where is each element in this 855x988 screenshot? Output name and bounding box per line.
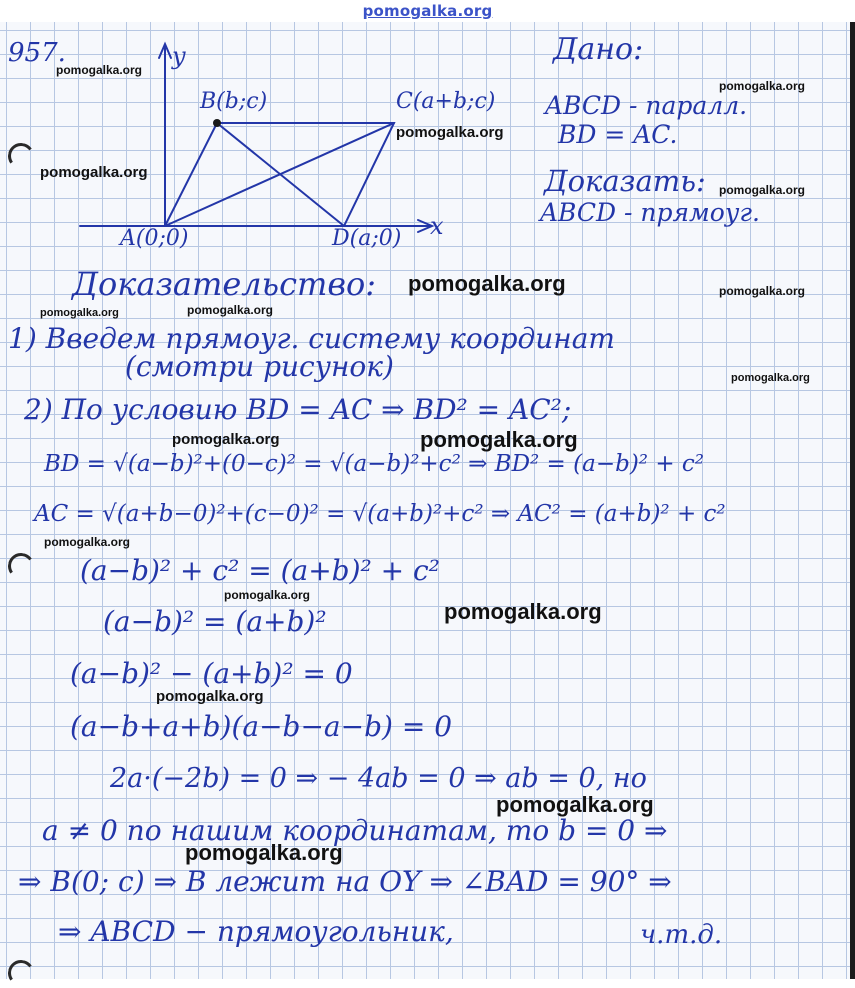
prove-line-1: ABCD - прямоуг. xyxy=(540,198,760,227)
equation-ac: AC = √(a+b−0)²+(c−0)² = √(a+b)²+c² ⇒ AC² = (a+b)² + c² xyxy=(34,501,726,527)
proof-step-1-line-2: (смотри рисунок) xyxy=(125,350,394,383)
equation-bd: BD = √(a−b)²+(0−c)² = √(a−b)²+c² ⇒ BD² = (a−b)² + c² xyxy=(44,451,705,477)
point-b-label: B(b;c) xyxy=(200,89,268,114)
conclusion-line-2: ⇒ B(0; c) ⇒ B лежит на OY ⇒ ∠BAD = 90° ⇒ xyxy=(18,865,672,898)
point-d-label: D(a;0) xyxy=(332,226,402,251)
given-line-1: ABCD - паралл. xyxy=(545,91,748,120)
prove-heading: Доказать: xyxy=(544,164,706,198)
qed-mark: ч.т.д. xyxy=(640,920,723,950)
proof-step-2: 2) По условию BD = AC ⇒ BD² = AC²; xyxy=(24,393,572,426)
watermark: pomogalka.org xyxy=(420,427,578,452)
watermark: pomogalka.org xyxy=(44,535,131,549)
point-c-label: C(a+b;c) xyxy=(396,89,496,114)
watermark: pomogalka.org xyxy=(719,284,806,298)
proof-step-1-line-1: 1) Введем прямоуг. систему координат xyxy=(8,322,615,355)
watermark: pomogalka.org xyxy=(40,164,148,181)
conclusion-line-3: ⇒ ABCD − прямоугольник, xyxy=(58,915,454,948)
watermark: pomogalka.org xyxy=(396,124,504,141)
site-header-link[interactable]: pomogalka.org xyxy=(362,2,493,20)
point-b-dot xyxy=(213,119,221,127)
axis-y-label: y xyxy=(172,42,186,70)
watermark: pomogalka.org xyxy=(719,79,806,93)
given-heading: Дано: xyxy=(553,32,644,67)
watermark: pomogalka.org xyxy=(187,303,274,317)
conclusion-line-1: a ≠ 0 по нашим координатам, то b = 0 ⇒ xyxy=(42,814,668,847)
equation-2: (a−b)² = (a+b)² xyxy=(103,605,327,638)
watermark: pomogalka.org xyxy=(731,372,810,384)
watermark: pomogalka.org xyxy=(408,271,566,296)
problem-number: 957. xyxy=(8,38,66,68)
watermark: pomogalka.org xyxy=(224,588,311,602)
watermark: pomogalka.org xyxy=(56,63,143,77)
equation-5: 2a·(−2b) = 0 ⇒ − 4ab = 0 ⇒ ab = 0, но xyxy=(110,763,647,794)
watermark: pomogalka.org xyxy=(444,599,602,624)
equation-1: (a−b)² + c² = (a+b)² + c² xyxy=(80,554,440,587)
point-a-label: A(0;0) xyxy=(120,226,189,251)
watermark: pomogalka.org xyxy=(172,431,280,448)
watermark: pomogalka.org xyxy=(40,307,119,319)
watermark: pomogalka.org xyxy=(719,183,806,197)
equation-3: (a−b)² − (a+b)² = 0 xyxy=(70,657,353,690)
proof-heading: Доказательство: xyxy=(72,265,377,303)
given-line-2: BD = AC. xyxy=(558,120,678,149)
watermark: pomogalka.org xyxy=(185,840,343,865)
axis-x-label: x xyxy=(430,212,444,240)
watermark: pomogalka.org xyxy=(156,688,264,705)
watermark: pomogalka.org xyxy=(496,792,654,817)
diagonal-ac xyxy=(165,123,394,226)
equation-4: (a−b+a+b)(a−b−a−b) = 0 xyxy=(70,710,453,743)
